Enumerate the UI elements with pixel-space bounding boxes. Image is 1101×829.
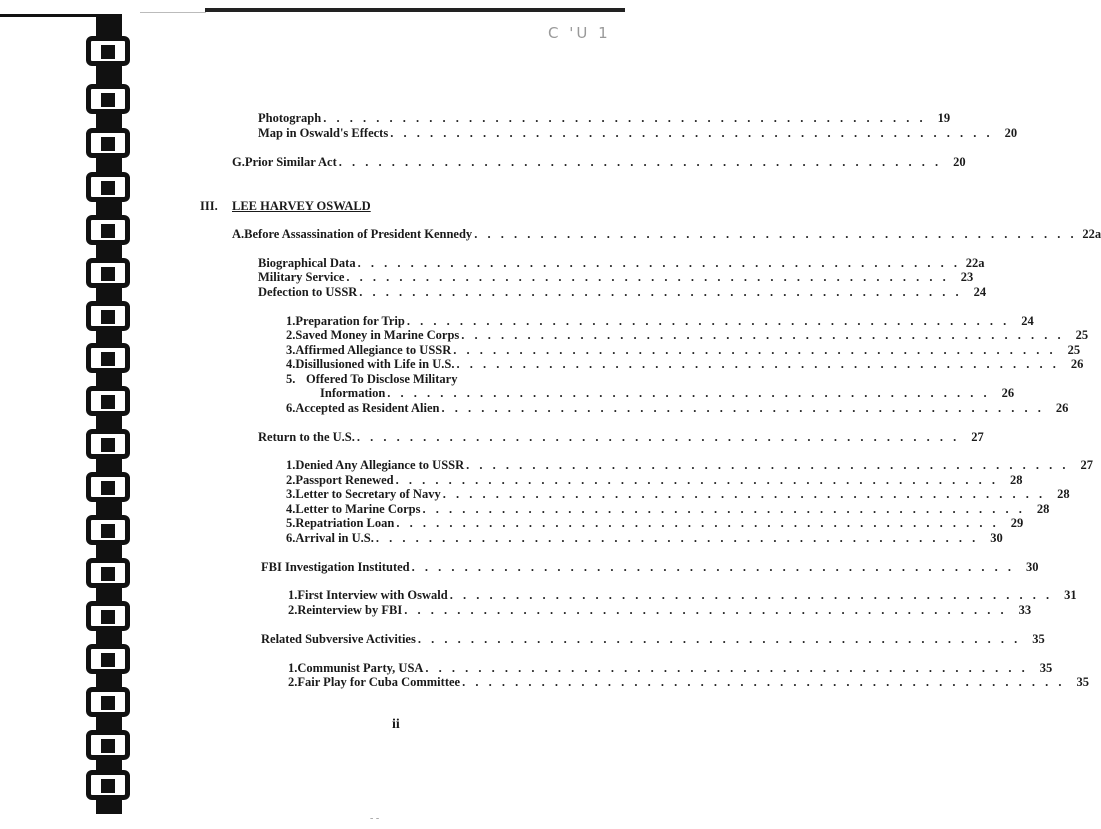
toc-section-iii: III. LEE HARVEY OSWALD bbox=[200, 199, 371, 213]
toc-subentry: 6. Accepted as Resident Alien . . . . . . . . . . . . . . . . . . . . . . . . . . . . . . . . . . . . . . . . . . . . . . 26 bbox=[286, 401, 1069, 415]
bottom-scan-mark: - - bbox=[370, 813, 380, 824]
toc-entry-before-assassination: A. Before Assassination of President Kennedy . . . . . . . . . . . . . . . . . . . . . . . . . . . . . . . . . . . . . . . . . . . . . . 22a bbox=[232, 227, 1101, 241]
toc-subentry: 3. Letter to Secretary of Navy . . . . . . . . . . . . . . . . . . . . . . . . . . . . . . . . . . . . . . . . . . . . . . 28 bbox=[286, 487, 1070, 501]
section-title: LEE HARVEY OSWALD bbox=[232, 199, 371, 213]
toc-subentry: 2. Saved Money in Marine Corps . . . . . . . . . . . . . . . . . . . . . . . . . . . . . . . . . . . . . . . . . . . . . . 25 bbox=[286, 328, 1089, 342]
toc-subentry: 1. Preparation for Trip . . . . . . . . . . . . . . . . . . . . . . . . . . . . . . . . . . . . . . . . . . . . . . 24 bbox=[286, 314, 1034, 328]
toc-entry-military-service: Military Service . . . . . . . . . . . . . . . . . . . . . . . . . . . . . . . . . . . . . . . . . . . . . . 23 bbox=[258, 270, 974, 284]
toc-entry-biographical-data: Biographical Data . . . . . . . . . . . . . . . . . . . . . . . . . . . . . . . . . . . . . . . . . . . . . . 22a bbox=[258, 256, 985, 270]
toc-entry-prior-similar-act: G. Prior Similar Act . . . . . . . . . . . . . . . . . . . . . . . . . . . . . . . . . . . . . . . . . . . . . . 20 bbox=[232, 155, 966, 169]
toc-subentry: 5. Offered To Disclose Military bbox=[286, 372, 458, 386]
toc-entry-fbi-investigation: FBI Investigation Instituted . . . . . . . . . . . . . . . . . . . . . . . . . . . . . . . . . . . . . . . . . . . . . . 30 bbox=[261, 560, 1039, 574]
corner-handwritten-mark: C 'U 1 bbox=[548, 24, 611, 42]
toc-subentry: 1. Communist Party, USA . . . . . . . . . . . . . . . . . . . . . . . . . . . . . . . . . . . . . . . . . . . . . . 35 bbox=[288, 661, 1053, 675]
toc-entry-map: Map in Oswald's Effects . . . . . . . . . . . . . . . . . . . . . . . . . . . . . . . . . . . . . . . . . . . . . . 20 bbox=[258, 126, 1018, 140]
page-number: ii bbox=[392, 717, 400, 732]
toc-subentry: 1. Denied Any Allegiance to USSR . . . . . . . . . . . . . . . . . . . . . . . . . . . . . . . . . . . . . . . . . . . . . . 27 bbox=[286, 458, 1094, 472]
toc-subentry: 3. Affirmed Allegiance to USSR . . . . . . . . . . . . . . . . . . . . . . . . . . . . . . . . . . . . . . . . . . . . . . 25 bbox=[286, 343, 1081, 357]
toc-subentry-continued: Information . . . . . . . . . . . . . . . . . . . . . . . . . . . . . . . . . . . . . . . . . . . . . . 26 bbox=[320, 386, 1015, 400]
toc-entry-photograph: Photograph . . . . . . . . . . . . . . . . . . . . . . . . . . . . . . . . . . . . . . . . . . . . . . 19 bbox=[258, 111, 951, 125]
toc-entry-related-subversive: Related Subversive Activities . . . . . . . . . . . . . . . . . . . . . . . . . . . . . . . . . . . . . . . . . . . . . . 35 bbox=[261, 632, 1045, 646]
toc-subentry: 4. Disillusioned with Life in U.S. . . . . . . . . . . . . . . . . . . . . . . . . . . . . . . . . . . . . . . . . . . . . . . 26 bbox=[286, 357, 1084, 371]
toc-subentry: 6. Arrival in U.S. . . . . . . . . . . . . . . . . . . . . . . . . . . . . . . . . . . . . . . . . . . . . . . 30 bbox=[286, 531, 1003, 545]
toc-subentry: 5. Repatriation Loan . . . . . . . . . . . . . . . . . . . . . . . . . . . . . . . . . . . . . . . . . . . . . . 29 bbox=[286, 516, 1024, 530]
toc-subentry: 1. First Interview with Oswald . . . . . . . . . . . . . . . . . . . . . . . . . . . . . . . . . . . . . . . . . . . . . . 31 bbox=[288, 588, 1077, 602]
toc-entry-return: Return to the U.S. . . . . . . . . . . . . . . . . . . . . . . . . . . . . . . . . . . . . . . . . . . . . . . 27 bbox=[258, 430, 984, 444]
toc-subentry: 2. Fair Play for Cuba Committee . . . . . . . . . . . . . . . . . . . . . . . . . . . . . . . . . . . . . . . . . . . . . . 35 bbox=[288, 675, 1089, 689]
toc-subentry: 2. Reinterview by FBI . . . . . . . . . . . . . . . . . . . . . . . . . . . . . . . . . . . . . . . . . . . . . . 33 bbox=[288, 603, 1032, 617]
toc-subentry: 4. Letter to Marine Corps . . . . . . . . . . . . . . . . . . . . . . . . . . . . . . . . . . . . . . . . . . . . . . 28 bbox=[286, 502, 1050, 516]
toc-subentry: 2. Passport Renewed . . . . . . . . . . . . . . . . . . . . . . . . . . . . . . . . . . . . . . . . . . . . . . 28 bbox=[286, 473, 1023, 487]
toc-entry-defection: Defection to USSR . . . . . . . . . . . . . . . . . . . . . . . . . . . . . . . . . . . . . . . . . . . . . . 24 bbox=[258, 285, 987, 299]
